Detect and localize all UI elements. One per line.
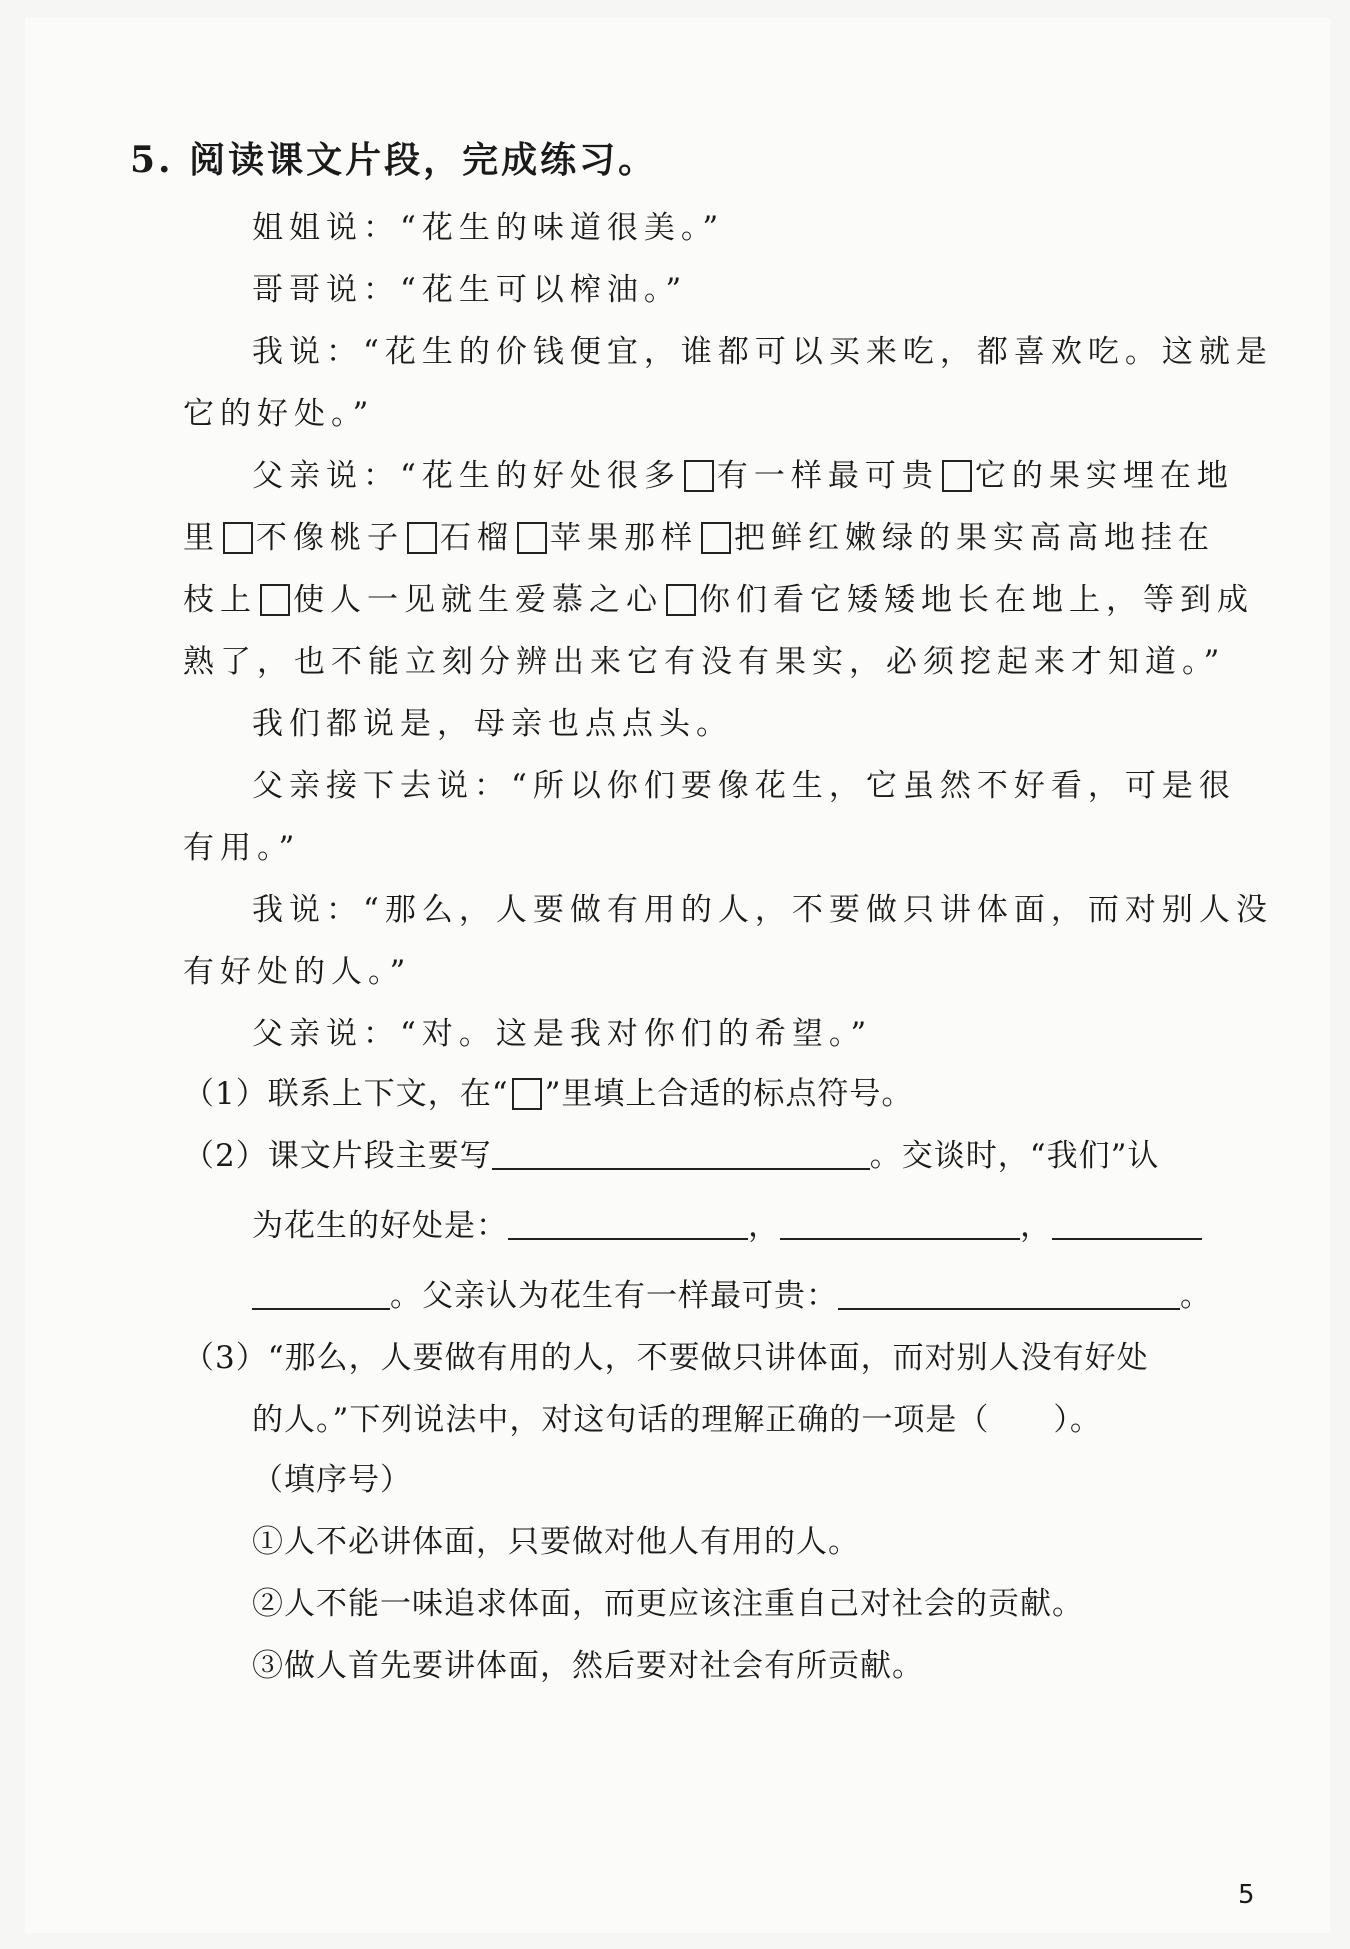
punctuation-box[interactable] — [666, 584, 696, 616]
passage-line: 我说：“那么，人要做有用的人，不要做只讲体面，而对别人没 — [252, 892, 1273, 928]
exercise-2-line-3 — [252, 1270, 1212, 1315]
punctuation-box[interactable] — [260, 584, 290, 616]
exercise-text: 。父亲认为花生有一样最可贵： — [390, 1278, 838, 1314]
page-number: 5 — [1238, 1880, 1255, 1910]
passage-text: 有一样最可贵 — [716, 458, 939, 494]
answer-blank[interactable] — [838, 1280, 1180, 1310]
punctuation-box[interactable] — [942, 460, 972, 492]
punctuation-box[interactable] — [223, 522, 253, 554]
exercise-2-line-2 — [252, 1200, 1202, 1245]
passage-line: 有好处的人。” — [183, 954, 412, 990]
passage-text: 不像桃子 — [256, 520, 404, 556]
passage-text: 你们看它矮矮地长在地上，等到成 — [699, 582, 1254, 618]
option-2[interactable]: ②人不能一味追求体面，而更应该注重自己对社会的贡献。 — [252, 1586, 1084, 1622]
passage-line: 它的好处。” — [183, 396, 375, 432]
exercise-text: 。 — [1180, 1278, 1212, 1314]
punctuation-box[interactable] — [407, 522, 437, 554]
exercise-3-line-1: （3）“那么，人要做有用的人，不要做只讲体面，而对别人没有好处 — [183, 1340, 1149, 1376]
exercise-text: 为花生的好处是： — [252, 1208, 508, 1244]
exercise-text: ， — [1020, 1208, 1052, 1244]
passage-line: 熟了，也不能立刻分辨出来它有没有果实，必须挖起来才知道。” — [183, 644, 1226, 680]
answer-blank[interactable] — [1052, 1210, 1202, 1240]
passage-line: 父亲说：“对。这是我对你们的希望。” — [252, 1016, 873, 1052]
exercise-1 — [183, 1068, 913, 1113]
exercise-3-line-2: 的人。”下列说法中，对这句话的理解正确的一项是（ ）。 — [252, 1402, 1102, 1438]
passage-text: 使人一见就生爱慕之心 — [293, 582, 663, 618]
punctuation-box[interactable] — [517, 522, 547, 554]
answer-blank[interactable] — [780, 1210, 1020, 1240]
exercise-text: （1）联系上下文，在“ — [183, 1076, 509, 1112]
answer-blank[interactable] — [252, 1280, 390, 1310]
passage-text: 它的果实埋在地 — [974, 458, 1234, 494]
passage-line — [252, 450, 1234, 495]
answer-blank[interactable] — [508, 1210, 748, 1240]
passage-line: 我说：“花生的价钱便宜，谁都可以买来吃，都喜欢吃。这就是 — [252, 334, 1273, 370]
passage-line: 姐姐说：“花生的味道很美。” — [252, 210, 725, 246]
passage-line — [183, 574, 1254, 619]
passage-line: 我们都说是，母亲也点点头。 — [252, 706, 733, 742]
exercise-text: ， — [748, 1208, 780, 1244]
passage-text: 把鲜红嫩绿的果实高高地挂在 — [734, 520, 1215, 556]
exercise-text: ”里填上合适的标点符号。 — [544, 1076, 914, 1112]
option-1[interactable]: ①人不必讲体面，只要做对他人有用的人。 — [252, 1524, 860, 1560]
passage-text: 苹果那样 — [550, 520, 698, 556]
passage-line — [183, 512, 1215, 557]
punctuation-box-sample — [512, 1078, 542, 1110]
passage-text: 里 — [183, 520, 220, 556]
passage-line: 哥哥说：“花生可以榨油。” — [252, 272, 688, 308]
passage-text: 石榴 — [440, 520, 514, 556]
question-title: 5. 阅读课文片段，完成练习。 — [130, 139, 658, 181]
punctuation-box[interactable] — [684, 460, 714, 492]
exercise-text: 。交谈时，“我们”认 — [869, 1138, 1160, 1174]
answer-blank[interactable] — [492, 1140, 870, 1170]
passage-text: 枝上 — [183, 582, 257, 618]
passage-text: 父亲说：“花生的好处很多 — [252, 458, 681, 494]
passage-line: 有用。” — [183, 830, 301, 866]
exercise-text: （2）课文片段主要写 — [183, 1138, 492, 1174]
punctuation-box[interactable] — [701, 522, 731, 554]
exercise-3-hint: （填序号） — [252, 1462, 412, 1498]
passage-line: 父亲接下去说：“所以你们要像花生，它虽然不好看，可是很 — [252, 768, 1236, 804]
exercise-2-line-1 — [183, 1130, 1159, 1175]
option-3[interactable]: ③做人首先要讲体面，然后要对社会有所贡献。 — [252, 1648, 924, 1684]
